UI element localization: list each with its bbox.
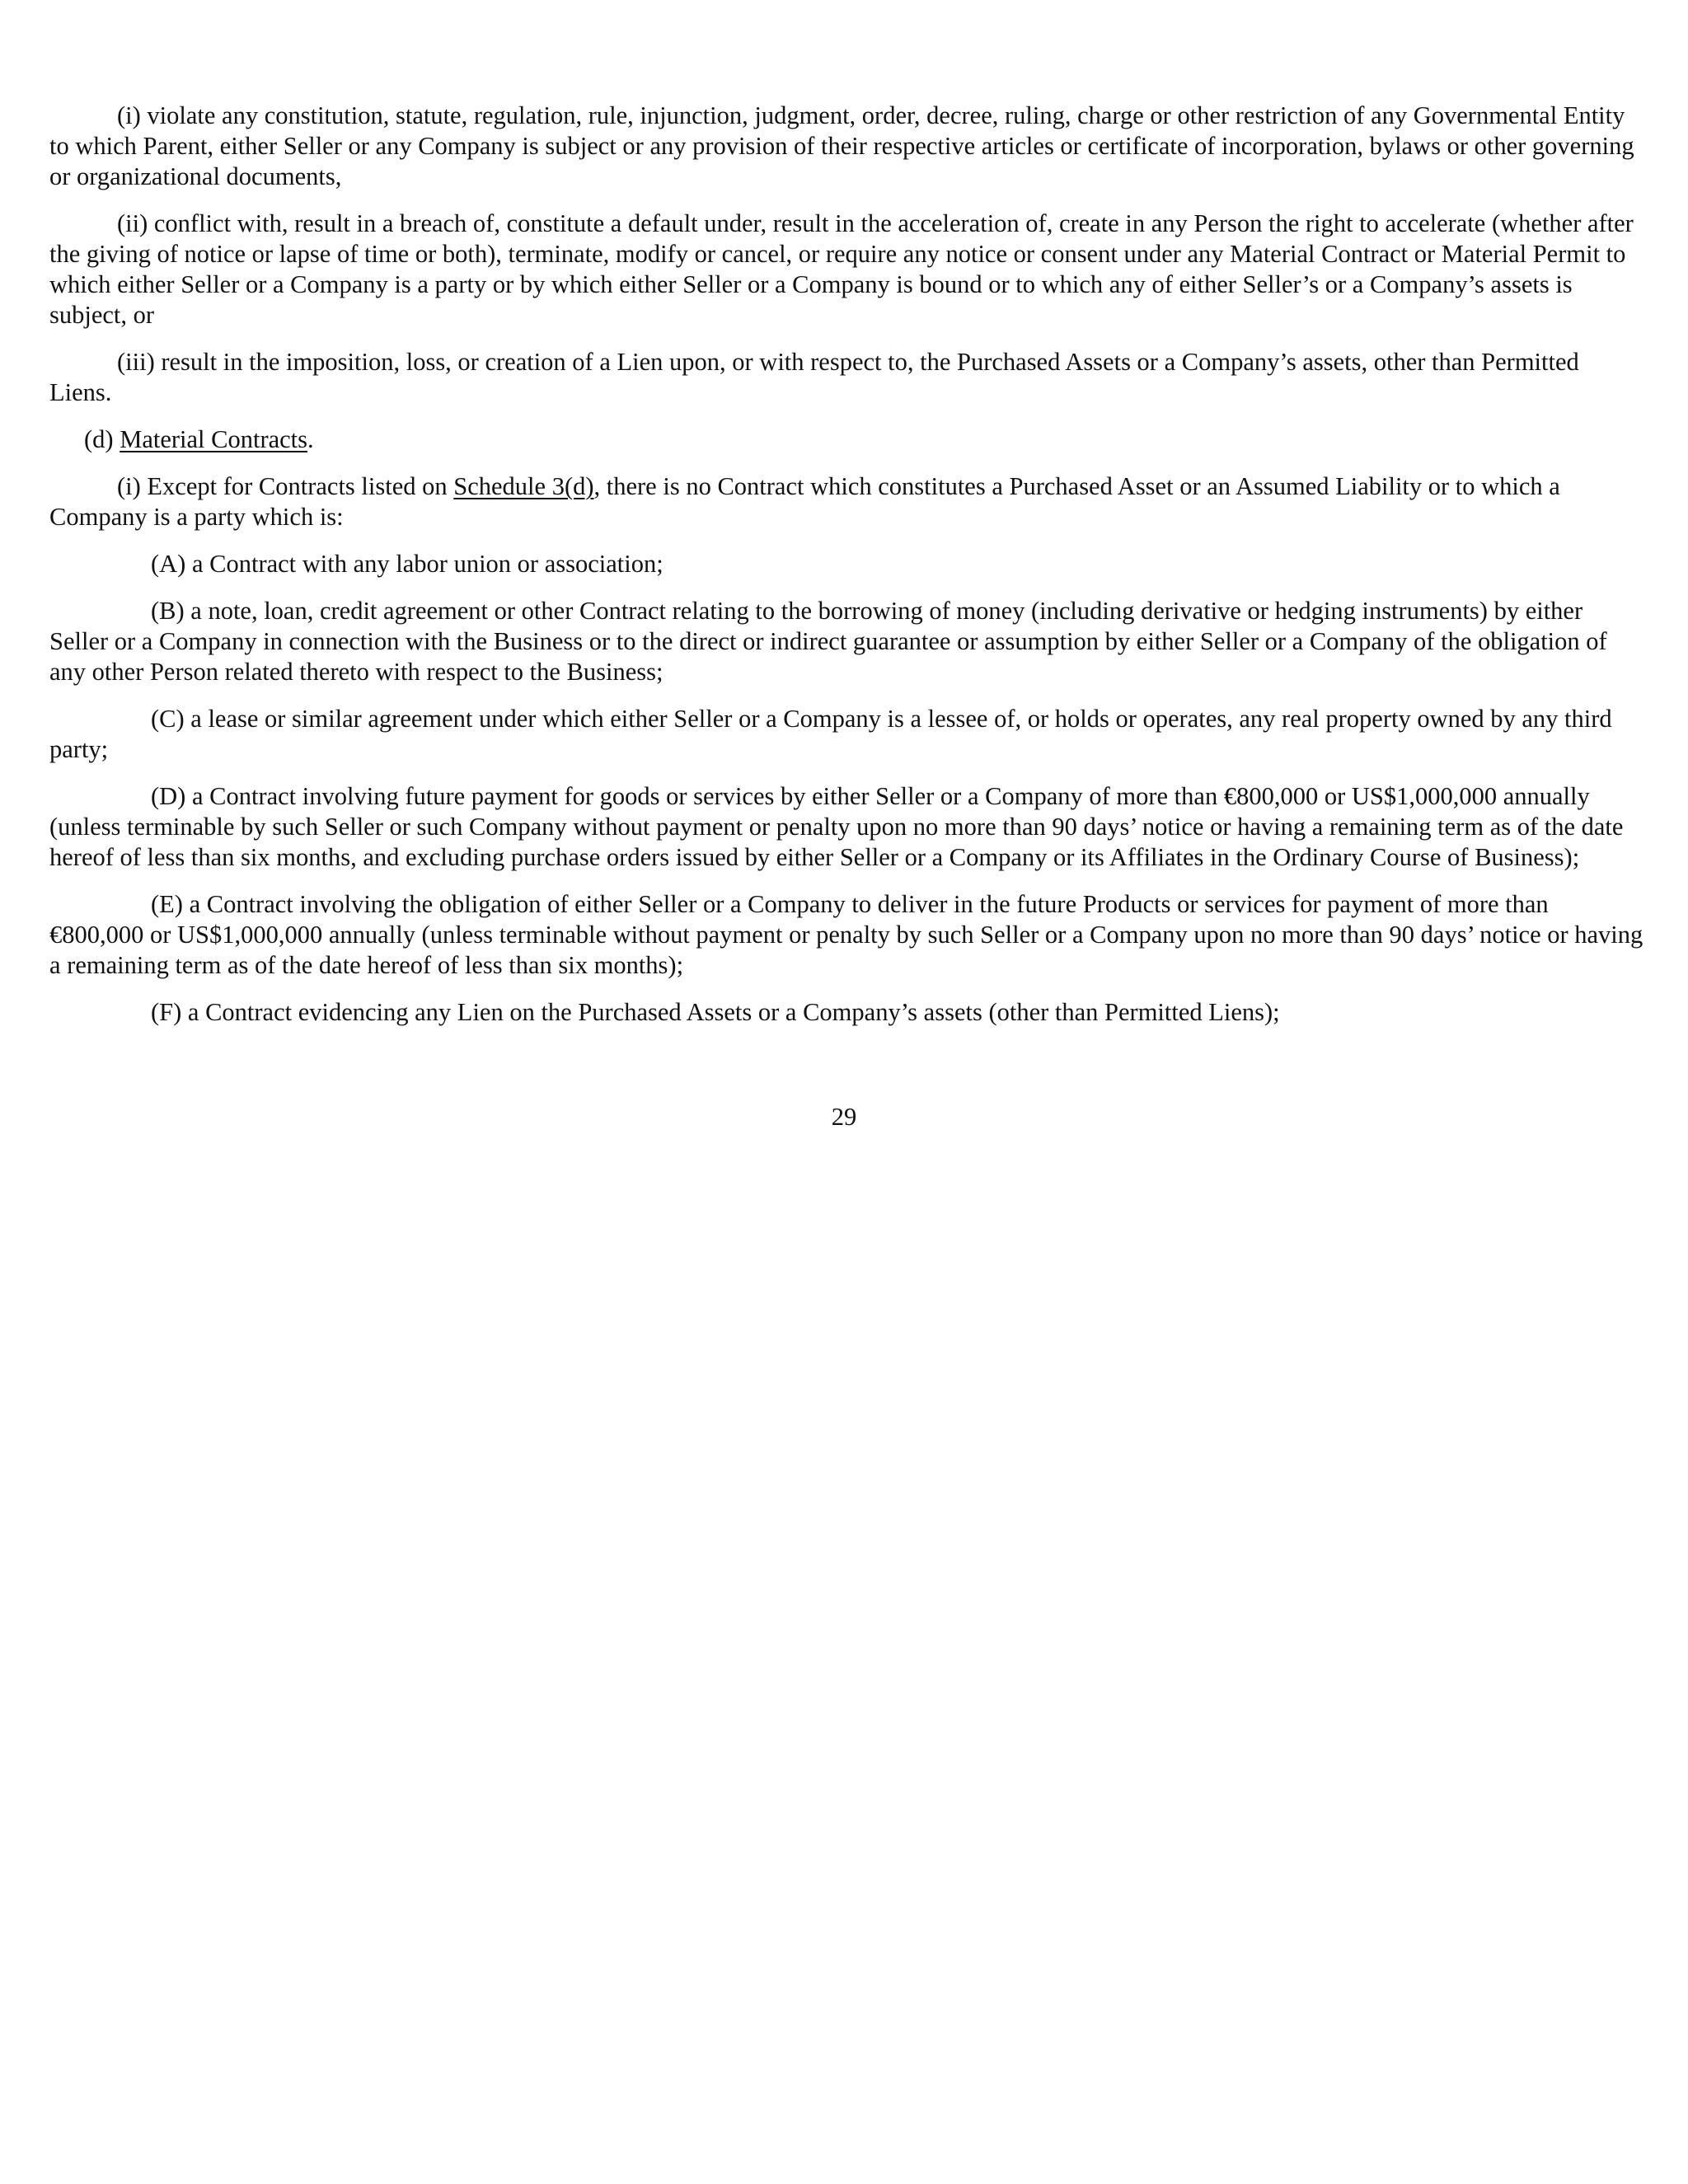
paragraph-d-i-prefix: (i) Except for Contracts listed on	[117, 472, 454, 500]
paragraph-d-i-except	[49, 471, 1644, 532]
section-d-heading	[49, 424, 1644, 455]
clause-f-lien: (F) a Contract evidencing any Lien on the Purchased Assets or a Company’s assets (other than Permitted Liens);	[151, 998, 1280, 1026]
schedule-3d-reference: Schedule 3(d)	[453, 472, 594, 500]
clause-d-future-payment: (D) a Contract involving future payment for goods or services by either Seller or a Company of more than €800,000 or US$1,000,000 annually (unless terminable by such Seller or such Company without payment or penalty upon no more than 90 days’ notice or having a remaining term as of the date hereof of less than six months, and excluding purchase orders issued by either Seller or a Company or its Affiliates in the Ordinary Course of Business);	[49, 782, 1624, 871]
paragraph-i-violate: (i) violate any constitution, statute, regulation, rule, injunction, judgment, order, decree, ruling, charge or other restriction of any Governmental Entity to which Parent, either Seller or any Company is subject or any provision of their respective articles or certificate of incorporation, bylaws or other governing or organizational documents,	[49, 101, 1634, 190]
document-page	[49, 101, 1644, 1044]
paragraph-ii-conflict: (ii) conflict with, result in a breach of, constitute a default under, result in the acceleration of, create in any Person the right to accelerate (whether after the giving of notice or lapse of time or both), terminate, modify or cancel, or require any notice or consent under any Material Contract or Material Permit to which either Seller or a Company is a party or by which either Seller or a Company is bound or to which any of either Seller’s or a Company’s assets is subject, or	[49, 209, 1634, 329]
page-number: 29	[831, 1103, 857, 1131]
section-d-prefix: (d)	[84, 425, 120, 453]
clause-a-labor-union: (A) a Contract with any labor union or association;	[151, 550, 663, 578]
paragraph-d-i-suffix: , there is no Contract which constitutes a Purchased Asset or an Assumed Liability or to which a Company is a party which is:	[49, 472, 1560, 531]
clause-b-borrowing: (B) a note, loan, credit agreement or other Contract relating to the borrowing of money (including derivative or hedging instruments) by either Seller or a Company in connection with the Business or to the direct or indirect guarantee or assumption by either Seller or a Company of the obligation of any other Person related thereto with respect to the Business;	[49, 597, 1607, 686]
material-contracts-heading: Material Contracts	[120, 425, 308, 453]
paragraph-iii-lien: (iii) result in the imposition, loss, or creation of a Lien upon, or with respect to, the Purchased Assets or a Company’s assets, other than Permitted Liens.	[49, 348, 1579, 406]
clause-c-lease: (C) a lease or similar agreement under which either Seller or a Company is a lessee of, or holds or operates, any real property owned by any third party;	[49, 705, 1612, 763]
clause-e-deliver-products: (E) a Contract involving the obligation of either Seller or a Company to deliver in the future Products or services for payment of more than €800,000 or US$1,000,000 annually (unless terminable without payment or penalty by such Seller or a Company upon no more than 90 days’ notice or having a remaining term as of the date hereof of less than six months);	[49, 890, 1643, 979]
section-d-suffix: .	[307, 425, 314, 453]
